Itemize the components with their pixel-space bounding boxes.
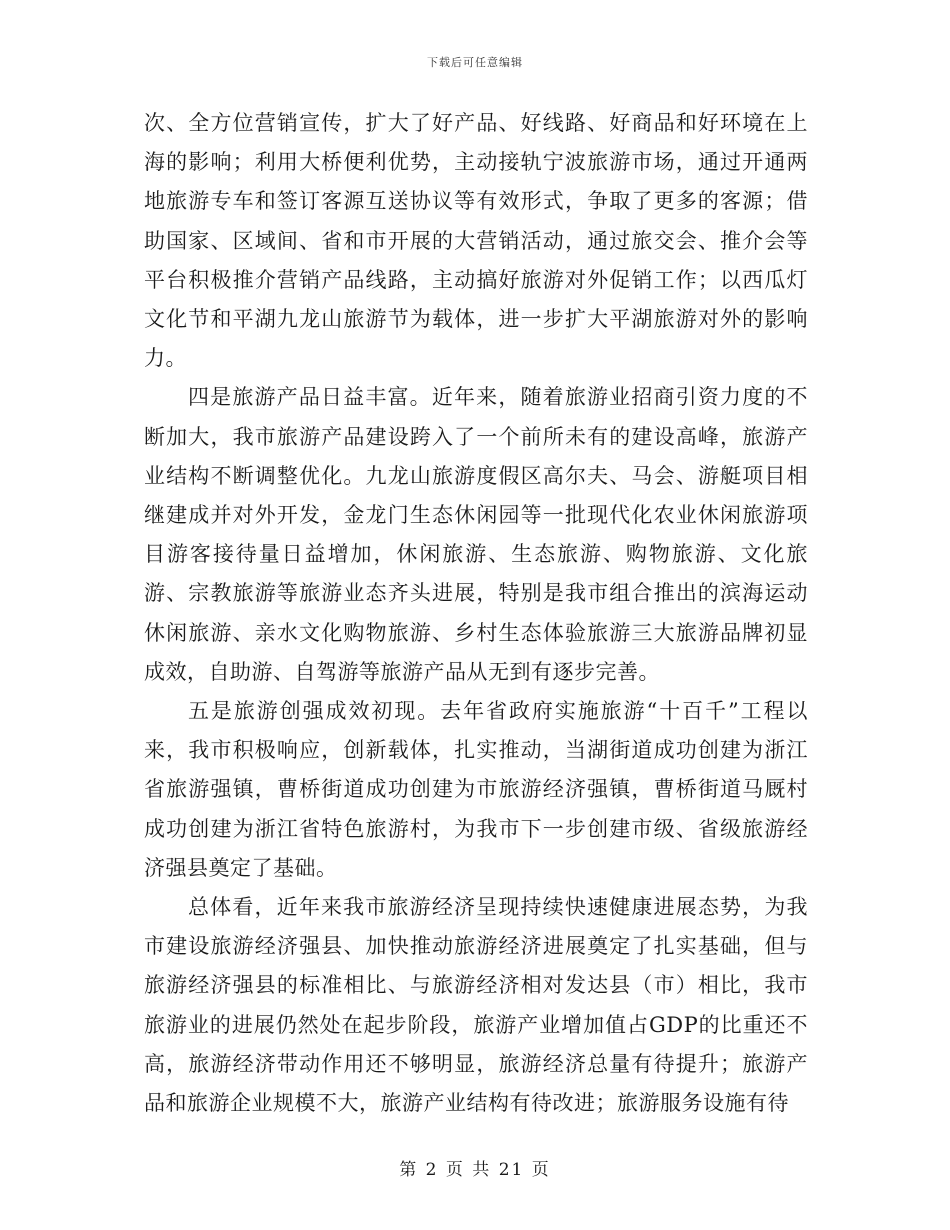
paragraph: 次、全方位营销宣传，扩大了好产品、好线路、好商品和好环境在上海的影响；利用大桥便利优势，主动接轨宁波旅游市场，通过开通两地旅游专车和签订客源互送协议等有效形式，争取了更多的客源；借助国家、区域间、省和市开展的大营销活动，通过旅交会、推介会等平台积极推介营销产品线路，主动搞好旅游对外促销工作；以西瓜灯文化节和平湖九龙山旅游节为载体，进一步扩大平湖旅游对外的影响力。 [144, 111, 808, 371]
paragraph: 五是旅游创强成效初现。去年省政府实施旅游“十百千”工程以来，我市积极响应，创新载体，扎实推动，当湖街道成功创建为浙江省旅游强镇，曹桥街道成功创建为市旅游经济强镇，曹桥街道马厩村成功创建为浙江省特色旅游村，为我市下一步创建市级、省级旅游经济强县奠定了基础。 [144, 699, 808, 880]
page-header: 下载后可任意编辑 [427, 56, 523, 69]
paragraph: 总体看，近年来我市旅游经济呈现持续快速健康进展态势，为我市建设旅游经济强县、加快推动旅游经济进展奠定了扎实基础，但与旅游经济强县的标准相比、与旅游经济相对发达县（市）相比，我市旅游业的进展仍然处在起步阶段，旅游产业增加值占GDP的比重还不高，旅游经济带动作用还不够明显，旅游经济总量有待提升；旅游产品和旅游企业规模不大，旅游产业结构有待改进；旅游服务设施有待 [144, 895, 808, 1116]
document-body [144, 104, 808, 1123]
page-number-footer: 第 2 页 共 21 页 [399, 1160, 551, 1180]
paragraph: 四是旅游产品日益丰富。近年来，随着旅游业招商引资力度的不断加大，我市旅游产品建设跨入了一个前所未有的建设高峰，旅游产业结构不断调整优化。九龙山旅游度假区高尔夫、马会、游艇项目相继建成并对外开发，金龙门生态休闲园等一批现代化农业休闲旅游项目游客接待量日益增加，休闲旅游、生态旅游、购物旅游、文化旅游、宗教旅游等旅游业态齐头进展，特别是我市组合推出的滨海运动休闲旅游、亲水文化购物旅游、乡村生态体验旅游三大旅游品牌初显成效，自助游、自驾游等旅游产品从无到有逐步完善。 [144, 385, 808, 684]
